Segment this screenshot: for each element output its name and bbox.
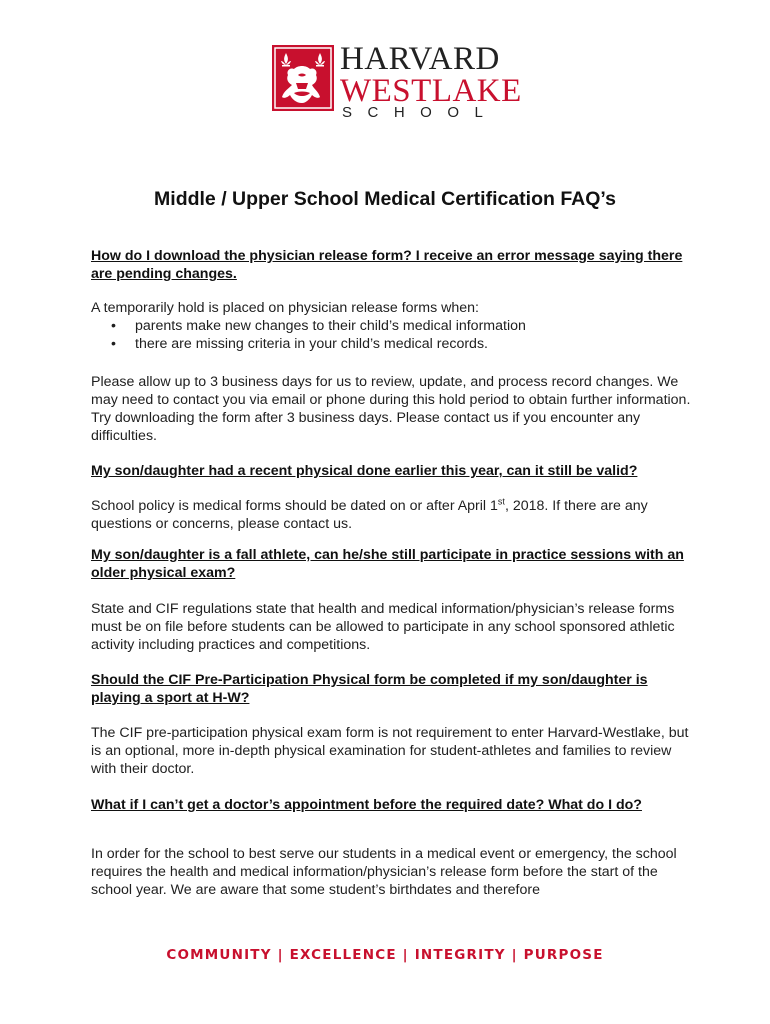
school-logo xyxy=(272,41,522,121)
lion-crest-icon xyxy=(272,45,334,111)
faq-answer-1: Please allow up to 3 business days for us to review, update, and process record changes. We may need to contact you via email or phone during this hold period to obtain further information. Try downloading the form after 3 business days. Please contact us if you encounter any difficulties. xyxy=(91,374,691,444)
faq-answer-1-intro xyxy=(91,299,691,353)
faq-question-4 xyxy=(91,671,691,707)
footer-values: COMMUNITY | EXCELLENCE | INTEGRITY | PURPOSE xyxy=(166,947,604,963)
bullet-list xyxy=(91,317,691,353)
list-item: • parents make new changes to their child’s medical information xyxy=(91,317,691,335)
faq-answer-2 xyxy=(91,497,691,533)
logo-text-school: SCHOOL xyxy=(342,104,499,121)
list-item: • there are missing criteria in your child’s medical records. xyxy=(91,335,691,353)
faq-answer-3: State and CIF regulations state that health and medical information/physician’s release forms must be on file before students can be allowed to participate in any school sponsored athletic activity including practices and competitions. xyxy=(91,601,675,653)
question-text: My son/daughter had a recent physical done earlier this year, can it still be valid? xyxy=(91,463,638,479)
faq-question-2 xyxy=(91,462,691,480)
question-text: My son/daughter is a fall athlete, can he/she still participate in practice sessions with an older physical exam? xyxy=(91,547,684,581)
answer-intro: A temporarily hold is placed on physician release forms when: xyxy=(91,300,479,316)
faq-question-1 xyxy=(91,247,691,283)
faq-question-3 xyxy=(91,546,691,582)
answer-text: , 2018. If there are any questions or concerns, please contact us. xyxy=(91,498,648,532)
faq-answer-5: In order for the school to best serve our students in a medical event or emergency, the school requires the health and medical information/physician’s release form before the start of the school year. We are aware that some student’s birthdates and therefore xyxy=(91,846,677,898)
faq-question-5 xyxy=(91,796,691,814)
page-title: Middle / Upper School Medical Certification FAQ’s xyxy=(154,188,616,210)
faq-answer-4: The CIF pre-participation physical exam form is not requirement to enter Harvard-Westlake, but is an optional, more in-depth physical examination for student-athletes and families to review with their doctor. xyxy=(91,725,689,777)
logo-text-westlake: WESTLAKE xyxy=(340,73,522,109)
question-text: Should the CIF Pre-Participation Physical form be completed if my son/daughter is playing a sport at H-W? xyxy=(91,672,648,706)
answer-text: School policy is medical forms should be dated on or after April 1 xyxy=(91,498,498,514)
question-text: What if I can’t get a doctor’s appointment before the required date? What do I do? xyxy=(91,797,642,813)
logo-text-harvard: HARVARD xyxy=(340,41,500,77)
question-text: How do I download the physician release form? I receive an error message saying there are pending changes. xyxy=(91,248,683,282)
ordinal-suffix: st xyxy=(497,496,505,507)
